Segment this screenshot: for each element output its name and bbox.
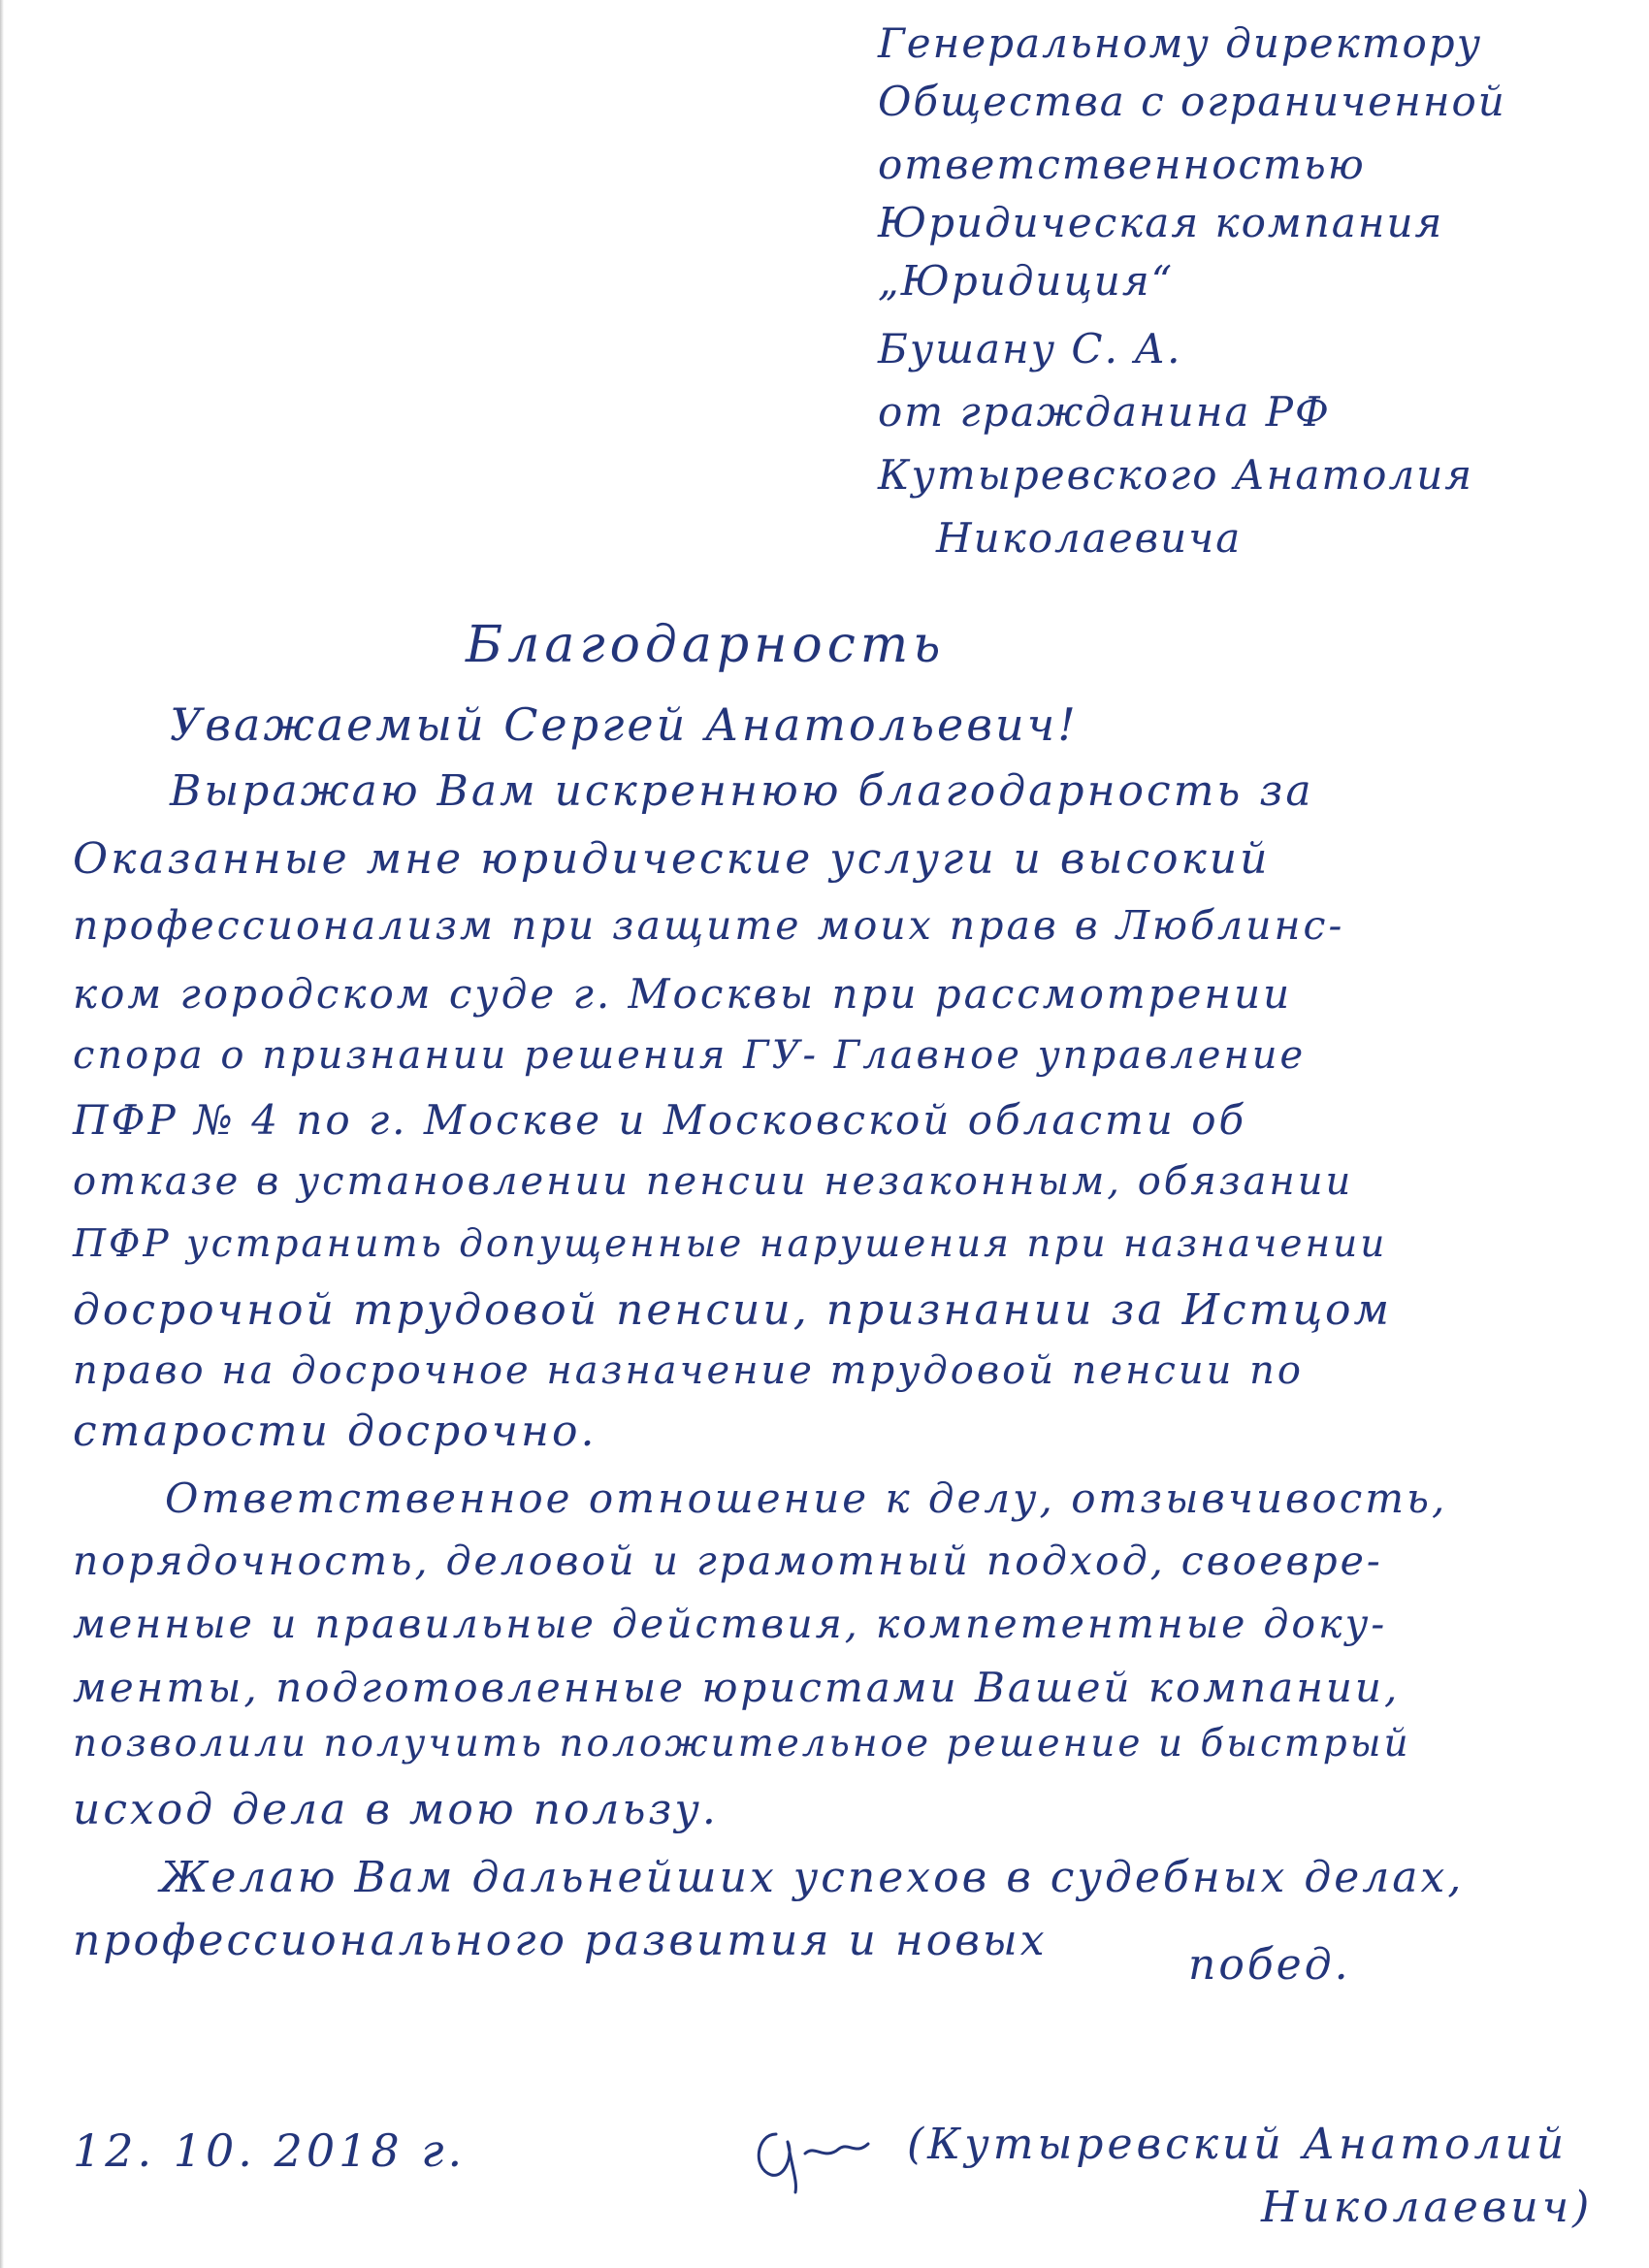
body-line-13: порядочность, деловой и грамотный подход, своевре- xyxy=(73,1538,1383,1584)
addressee-line-1: Генеральному директору xyxy=(878,19,1483,67)
letter-title: Благодарность xyxy=(466,616,946,674)
body-line-17: исход дела в мою пользу. xyxy=(73,1785,719,1834)
body-line-20: побед. xyxy=(1188,1940,1351,1990)
scan-edge xyxy=(0,0,4,2268)
addressee-line-9: Николаевича xyxy=(936,514,1243,562)
handwritten-signature xyxy=(747,2115,873,2202)
addressee-line-3: ответственностью xyxy=(878,141,1366,188)
body-line-2: Оказанные мне юридические услуги и высокий xyxy=(73,834,1271,884)
addressee-line-6: Бушану С. А. xyxy=(878,325,1182,373)
body-line-3: профессионализм при защите моих прав в Люблинс- xyxy=(73,902,1345,949)
body-line-19: профессионального развития и новых xyxy=(73,1916,1048,1965)
signatory-name-line-2: Николаевич) xyxy=(1261,2183,1594,2232)
body-line-10: право на досрочное назначение трудовой пенсии по xyxy=(73,1348,1304,1393)
body-line-14: менные и правильные действия, компетентные доку- xyxy=(73,1601,1388,1647)
addressee-line-4: Юридическая компания xyxy=(878,199,1444,246)
salutation: Уважаемый Сергей Анатольевич! xyxy=(170,698,1079,751)
signatory-name-line-1: (Кутыревский Анатолий xyxy=(907,2120,1568,2169)
body-line-6: ПФР № 4 по г. Москве и Московской области об xyxy=(73,1096,1247,1144)
body-line-7: отказе в установлении пенсии незаконным, обязании xyxy=(73,1159,1354,1204)
body-line-1: Выражаю Вам искреннюю благодарность за xyxy=(170,766,1314,816)
body-line-12: Ответственное отношение к делу, отзывчивость, xyxy=(165,1474,1448,1522)
body-line-8: ПФР устранить допущенные нарушения при назначении xyxy=(73,1222,1388,1266)
body-line-16: позволили получить положительное решение и быстрый xyxy=(73,1722,1411,1766)
addressee-line-5: „Юридиция“ xyxy=(878,257,1175,305)
body-line-18: Желаю Вам дальнейших успехов в судебных делах, xyxy=(160,1853,1465,1902)
addressee-line-7: от гражданина РФ xyxy=(878,388,1331,436)
body-line-15: менты, подготовленные юристами Вашей компании, xyxy=(73,1664,1401,1711)
body-line-4: ком городском суде г. Москвы при рассмотрении xyxy=(73,970,1293,1018)
body-line-5: спора о признании решения ГУ- Главное управление xyxy=(73,1033,1307,1078)
addressee-line-2: Общества с ограниченной xyxy=(878,78,1506,125)
addressee-line-8: Кутыревского Анатолия xyxy=(878,451,1474,499)
body-line-9: досрочной трудовой пенсии, признании за Истцом xyxy=(73,1285,1393,1335)
body-line-11: старости досрочно. xyxy=(73,1407,598,1456)
letter-date: 12. 10. 2018 г. xyxy=(73,2124,467,2177)
